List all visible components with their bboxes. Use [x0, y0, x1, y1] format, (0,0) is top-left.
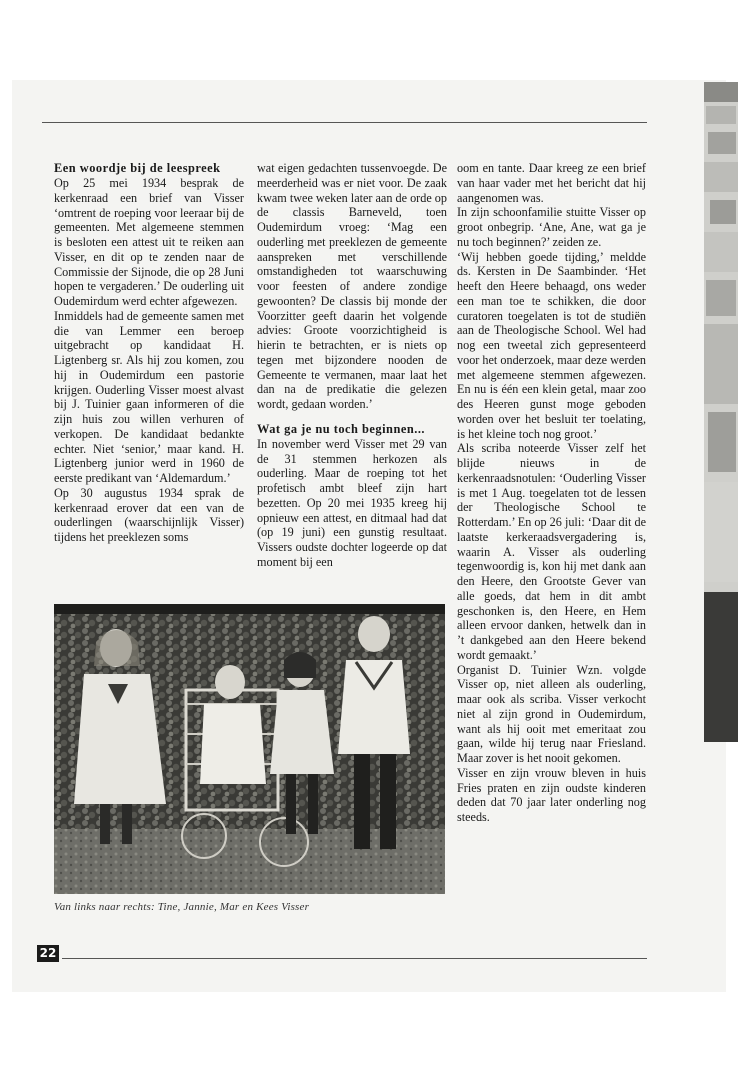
page-number: 22 — [37, 945, 59, 962]
family-photo — [54, 604, 445, 894]
adjacent-page-edge — [704, 82, 738, 742]
top-rule — [42, 122, 647, 123]
paragraph: wat eigen gedachten tussenvoegde. De meerderheid was er niet voor. De zaak kwam twee weken later aan de orde op de classis Barneveld, toen Oudemirdum vroeg: ‘Mag een ouderling met preeklezen de gemeente aanspreken met verschillende omstandigheden tot waarschuwing voor feesten of andere zondige gewoonten? De classis bij monde der Voorzitter geeft daarin het volgende advies: Groote voorzichtigheid is hierin te betrachten, er is niets op tegen met bijzondere nooden de Gemeente te vermanen, maar laat het dan na de predikatie die gelezen wordt, gedaan worden.’ — [257, 161, 447, 411]
column-3 — [457, 161, 646, 825]
paragraph: In zijn schoonfamilie stuitte Visser op groot onbegrip. ‘Ane, Ane, wat ga je nu toch beginnen?’ zeiden ze. — [457, 205, 646, 249]
section-heading-leespreek: Een woordje bij de leespreek — [54, 161, 221, 175]
paragraph: ‘Wij hebben goede tijding,’ meldde ds. Kersten in De Saambinder. ‘Het heeft den Heere behaagd, ons weder een man toe te schikken, die door curatoren toegelaten is tot de studiën aan de Theologische School. Wel had nog een tweetal zich gepresenteerd voor het onderzoek, maar deze werden met algemeene stemmen afgewezen. En nu is één een klein getal, maar zoo des Heeren gunst moge geboden worden over het besluit ter toelating, is het kleine toch nog groot.’ — [457, 249, 646, 441]
photo-illustration — [54, 604, 445, 894]
paragraph: In november werd Visser met 29 van de 31 stemmen herkozen als ouderling. Maar de roeping tot het profetisch ambt bleef zijn hart bezetten. Op 20 mei 1935 kreeg hij opnieuw een attest, en ditmaal had dat (op 19 juni) een gunstig resultaat. Vissers oudste dochter logeerde op dat moment bij een — [257, 436, 447, 569]
paragraph: Inmiddels had de gemeente samen met die van Lemmer een beroep uitgebracht op kandidaat H. Ligtenberg sr. Als hij zou komen, zou hij in Oudemirdum een pastorie krijgen. Ouderling Visser moest alvast bij J. Tuinier gaan informeren of die zijn huis zou willen verhuren of verkopen. De kandidaat bedankte echter. Niet ‘senior,’ maar kand. H. Ligtenberg junior werd in 1960 de eerste predikant van ‘Aldemardum.’ — [54, 308, 244, 485]
paragraph: oom en tante. Daar kreeg ze een brief van haar vader met het bericht dat hij aangenomen was. — [457, 161, 646, 205]
paragraph: Visser en zijn vrouw bleven in huis Fries praten en zijn oudste kinderen deden dat 70 jaar later onderling nog steeds. — [457, 765, 646, 824]
column-1 — [54, 161, 244, 545]
paragraph: Op 25 mei 1934 besprak de kerkenraad een brief van Visser ‘omtrent de roeping voor leeraar bij de gemeenten. Met algemeene stemmen is besloten een attest uit te reiken aan Visser, en dit op te zenden naar de Commissie der Sijnode, die op 28 Juni hopen te vergaderen.’ De ouderling uit Oudemirdum werd echter afgewezen. — [54, 176, 244, 308]
column-2 — [257, 161, 447, 570]
paragraph: Organist D. Tuinier Wzn. volgde Visser op, niet alleen als ouderling, maar ook als scriba. Visser verkocht niet al zijn grond in Oudemirdum, want als hij ooit met emeritaat zou gaan, wilde hij terug naar Friesland. Maar zover is het nooit gekomen. — [457, 662, 646, 765]
bottom-rule — [62, 958, 647, 959]
photo-caption: Van links naar rechts: Tine, Jannie, Mar en Kees Visser — [54, 901, 310, 913]
paragraph: Op 30 augustus 1934 sprak de kerkenraad erover dat een van de ouderlingen (waarschijnlijk Visser) tijdens het preeklezen soms — [54, 485, 244, 544]
paragraph: Als scriba noteerde Visser zelf het blijde nieuws in de kerkenraadsnotulen: ‘Ouderling Visser is met 1 Aug. toegelaten tot de lessen der Theologische School te Rotterdam.’ En op 26 juli: ‘Daar dit de laatste kerkeraadsvergadering is, waarin A. Visser als ouderling tegenwoordig is, kon hij met dank aan den Heere, den Grootste Gever van alle goeds, dat hem in dit ambt geschonken is, den Heere, en Hem alleen ervoor danken, hetwelk dan in ’t dankgebed aan den Heere bekend wordt gemaakt.’ — [457, 441, 646, 662]
section-heading-beginnen: Wat ga je nu toch beginnen... — [257, 421, 426, 436]
